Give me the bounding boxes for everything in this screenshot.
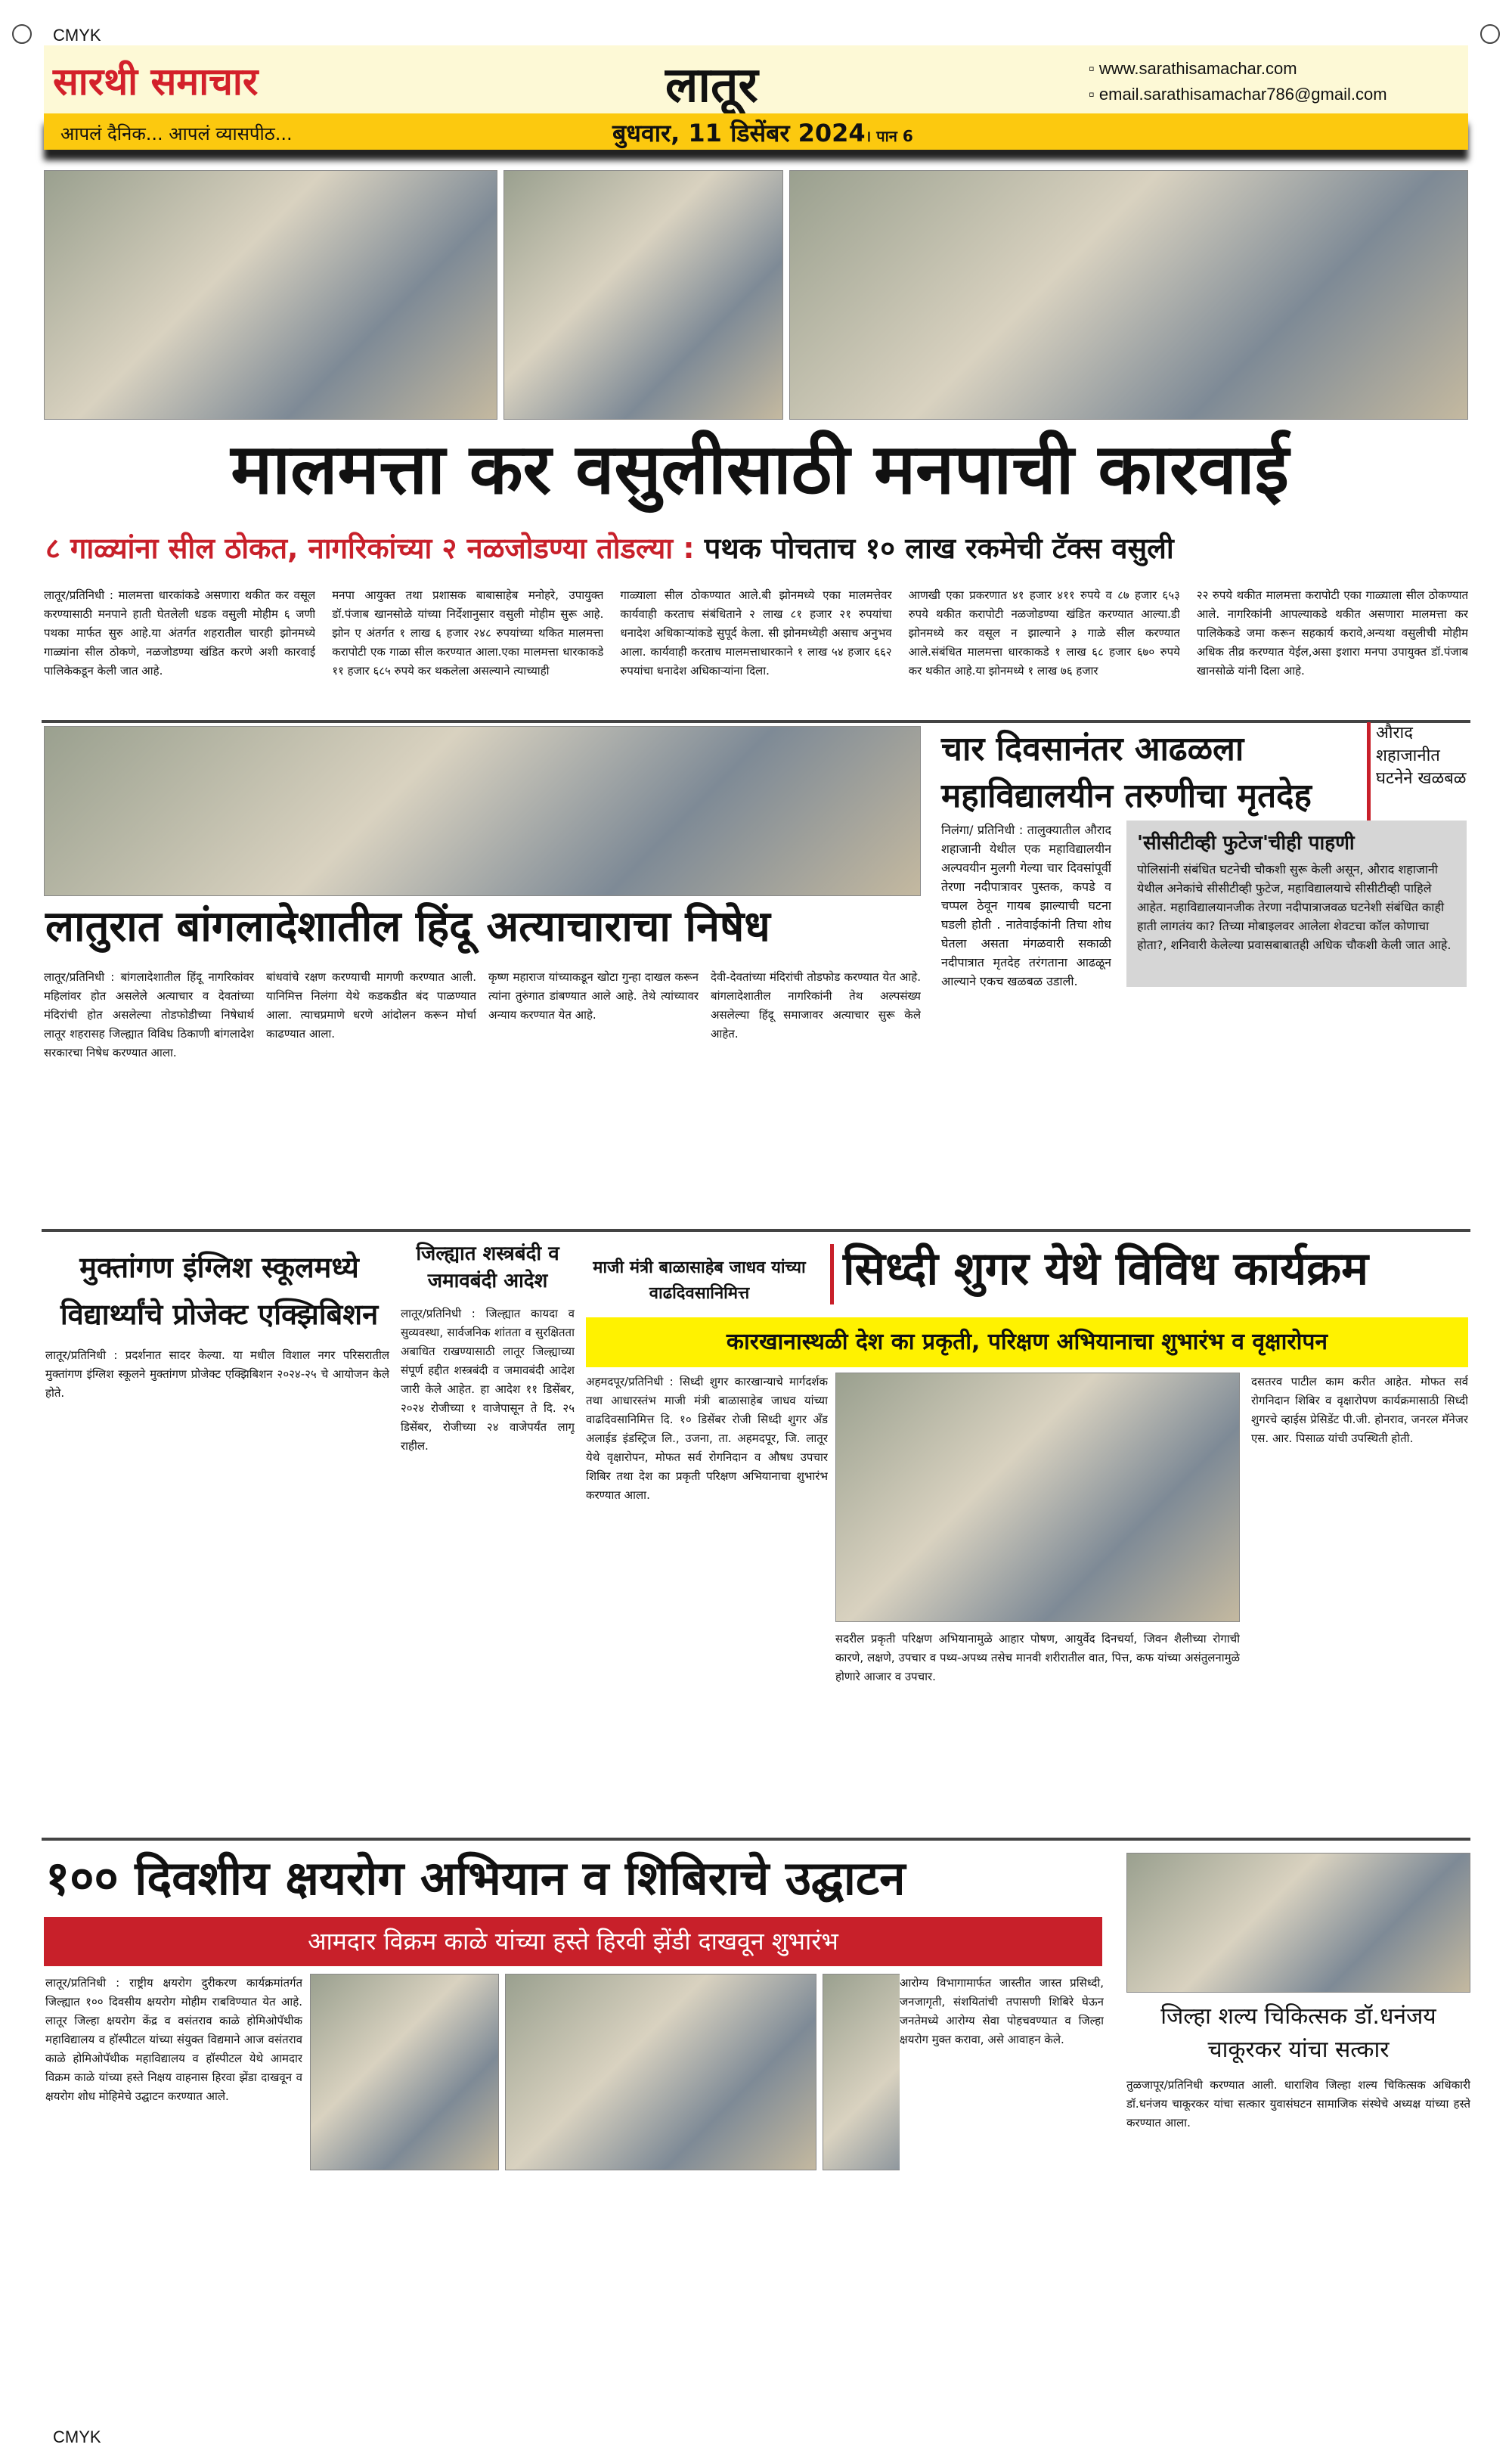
- sub-red: ८ गाळ्यांना सील ठोकत, नागरिकांच्या २ नळजोडण्या तोडल्या :: [45, 532, 695, 565]
- body-column: अहमदपूर/प्रतिनिधी : सिध्दी शुगर कारखान्याचे मार्गदर्शक तथा आधारस्तंभ माजी मंत्री बाळासाहेब जाधव यांच्या वाढदिवसानिमित्त दि. १० डिसेंबर रोजी सिध्दी शुगर अँड अलाईड इंडस्ट्रिज लि., उजना, ता. अहमदपूर, जि. लातूर येथे वृक्षारोपन, मोफत सर्व रोगनिदान व औषध उपचार शिबिर तथा देश का प्रकृती परिक्षण अभियानाचा शुभारंभ करण्यात आला.: [586, 1375, 828, 1502]
- info-box-body: पोलिसांनी संबंधित घटनेची चौकशी सुरू केली असून, औराद शहाजानी येथील अनेकांचे सीसीटीव्ही फुटेज, महाविद्यालयाचे सीसीटीव्ही पाहिले आहेत. महाविद्यालयानजीक तेरणा नदीपात्राजवळ घटनेशी संबंधित काही हाती लागतंय का? तिच्या मोबाइलवर आलेला शेवटचा कॉल कोणाचा होता?, शनिवारी केलेल्या प्रवासबाबातही अधिक चौकशी केली जात आहे.: [1137, 862, 1452, 952]
- story-headline: लातुरात बांगलादेशातील हिंदू अत्याचाराचा निषेध: [45, 902, 770, 951]
- body-column: कृष्ण महाराज यांच्याकडून खोटा गुन्हा दाखल करून त्यांना तुरुंगात डांबण्यात आले आहे. तेथे त्यांच्यावर अन्याय करण्यात येत आहे.: [488, 970, 699, 1022]
- body-column: मनपा आयुक्त तथा प्रशासक बाबासाहेब मनोहरे, उपायुक्त डॉ.पंजाब खानसोळे यांच्या निर्देशानुसार वसुली मोहीम सुरू आहे. झोन ए अंतर्गत १ लाख ६ हजार २४८ रुपयांच्या थकित मालमत्ता करापोटी एक गाळा सील करण्यात आला.एका मालमत्ता धारकाकडे ११ हजार ६८५ रुपये कर थकलेला असल्याने त्याच्याही: [332, 588, 604, 678]
- cmyk-mark: CMYK: [53, 26, 101, 45]
- accent-bar: [1367, 722, 1371, 821]
- body-column: आणखी एका प्रकरणात ४१ हजार ४११ रुपये व ८७ हजार ६५३ रुपये थकीत करापोटी नळजोडण्या खंडित करण्यात आल्या.डी झोनमध्ये कर वसूल न झाल्याने ३ गाळे सील करण्यात आले.संबंधित मालमत्ता धारकाकडे १ लाख ६८ हजार ६७० रुपये कर थकीत आहे.या झोनमध्ये १ लाख ७६ हजार: [908, 588, 1180, 678]
- photo-tax-drive-3: [789, 170, 1468, 420]
- body-column: लातूर/प्रतिनिधी : राष्ट्रीय क्षयरोग दुरीकरण कार्यक्रमांतर्गत जिल्ह्यात १०० दिवसीय क्षयरोग मोहीम राबविण्यात येत आहे. लातूर जिल्हा क्षयरोग केंद्र व वसंतराव काळे होमिओपॅथीक महाविद्यालय व हॉस्पीटल यांच्या संयुक्त विद्यमाने आज वसंतराव काळे होमिओपॅथीक महाविद्यालय व हॉस्पीटल येथे आमदार विक्रम काळे यांच्या हस्ते निक्षय वाहनास हिरवा झेंडा दाखवून व क्षयरोग शोध मोहिमेचे उद्घाटन करण्यात आले.: [45, 1976, 302, 2103]
- cmyk-mark: CMYK: [53, 2427, 101, 2446]
- photo-felicitation: [1126, 1853, 1470, 1993]
- divider: [42, 1838, 1470, 1841]
- photo-tree-plantation: [835, 1373, 1240, 1622]
- photo-tax-drive-1: [44, 170, 497, 420]
- photo-tb-vehicle: [505, 1974, 816, 2170]
- body-column: देवी-देवतांच्या मंदिरांची तोडफोड करण्यात येत आहे. बांगलादेशातील नागरिकांनी तेथ अल्पसंख्य असलेल्या हिंदू समाजावर अत्याचार सुरू केले आहेत.: [711, 970, 921, 1041]
- story-body: [44, 968, 921, 1210]
- info-box: [1126, 821, 1467, 987]
- email-link[interactable]: email.sarathisamachar786@gmail.com: [1098, 85, 1387, 104]
- photo-tb-launch-1: [310, 1974, 499, 2170]
- body-column: लातूर/प्रतिनिधी : मालमत्ता धारकांकडे असणारा थकीत कर वसूल करण्यासाठी मनपाने हाती घेतलेली धडक वसुली मोहीम ६ जणी पथका मार्फत सुरु आहे.या अंतर्गत शहरातील चारही झोनमध्ये गाळ्यांना सील ठोकणे, नळजोडण्या खंडित करणे अशी कारवाई पालिकेकडून केली जात आहे.: [44, 588, 316, 678]
- body-column: २२ रुपये थकीत मालमत्ता करापोटी एका गाळ्याला सील ठोकण्यात आले. नागरिकांनी आपल्याकडे थकीत असणारा मालमत्ता कर पालिकेकडे जमा करून सहकार्य करावे,अन्यथा वसुलीची मोहीम अधिक तीव्र करण्यात येईल,असा इशारा मनपा उपायुक्त डॉ.पंजाब खानसोळे यांनी दिला आहे.: [1196, 588, 1469, 678]
- story-body: निलंगा/ प्रतिनिधी : तालुक्यातील औराद शहाजानी येथील एक महाविद्यालयीन अल्पवयीन मुलगी गेल्या चार दिवसांपूर्वी तेरणा नदीपात्रावर पुस्तक, कपडे व चप्पल ठेवून गायब झाल्याची घटना घडली होती . नातेवाईकांनी तिचा शोध घेतला असता मंगळवारी सकाळी नदीपात्रात मृतदेह तरंगताना आढळून आल्याने एकच खळबळ उडाली.: [941, 823, 1111, 988]
- photo-tax-drive-2: [503, 170, 783, 420]
- website-link[interactable]: www.sarathisamachar.com: [1098, 59, 1297, 78]
- body-column: लातूर/प्रतिनिधी : बांगलादेशातील हिंदू नागरिकांवर महिलांवर होत असलेले अत्याचार व देवतांच्या मंदिरांची होत असलेल्या तोडफोडीच्या निषेधार्थ लातूर शहरासह जिल्ह्यात विविध ठिकाणी बांगलादेश सरकारचा निषेध करण्यात आला.: [44, 970, 254, 1059]
- divider: [42, 1229, 1470, 1232]
- issue-date: [612, 116, 913, 149]
- story-headline: जिल्ह्यात शस्त्रबंदी व जमावबंदी आदेश: [416, 1242, 559, 1292]
- story-headline: चार दिवसानंतर आढळला महाविद्यालयीन तरुणीचा मृतदेह: [941, 730, 1312, 815]
- highlight-band: कारखानास्थळी देश का प्रकृती, परिक्षण अभियानाचा शुभारंभ व वृक्षारोपन: [586, 1317, 1468, 1367]
- tagline: आपलं दैनिक... आपलं व्यासपीठ...: [60, 123, 293, 144]
- sub-black: पथक पोचताच १० लाख रकमेची टॅक्स वसुली: [694, 532, 1174, 565]
- body-column: दसतरव पाटील काम करीत आहेत. मोफत सर्व रोगनिदान शिबिर व वृक्षारोपण कार्यक्रमासाठी सिध्दी शुगरचे व्हाईस प्रेसिडेंट पी.जी. होनराव, जनरल मॅनेजर एस. आर. पिसाळ यांची उपस्थिती होती.: [1251, 1375, 1468, 1445]
- highlight-band: आमदार विक्रम काळे यांच्या हस्ते हिरवी झेंडी दाखवून शुभारंभ: [44, 1917, 1102, 1966]
- body-column: गाळ्याला सील ठोकण्यात आले.बी झोनमध्ये एका मालमत्तेवर कार्यवाही करताच संबंधिताने २ लाख ८१ हजार २१ रुपयांचा धनादेश अधिकाऱ्यांकडे सुपूर्द केला. सी झोनमध्येही असाच अनुभव आला. कार्यवाही करताच मालमत्ताधारकाने १ लाख ५४ हजार ६६२ रुपयांचा धनादेश अधिकाऱ्यांना दिला.: [620, 588, 892, 678]
- edition-city: लातूर: [665, 57, 758, 113]
- accent-bar: [830, 1244, 834, 1304]
- story-body: लातूर/प्रतिनिधी : प्रदर्शनात सादर केल्या. या मधील विशाल नगर परिसरातील मुक्तांगण इंग्लिश स्कूलने मुक्तांगण प्रोजेक्ट एक्झिबिशन २०२४-२५ चे आयोजन केले होते.: [45, 1348, 389, 1400]
- registration-mark: [12, 24, 32, 44]
- body-column: सदरील प्रकृती परिक्षण अभियानामुळे आहार पोषण, आयुर्वेद दिनचर्या, जिवन शैलीच्या रोगाची कारणे, लक्षणे, उपचार व पथ्य-अपथ्य तसेच मानवी शरीरातील वात, पित्त, कफ यांच्या असंतुलनामुळे होणारे आजार व उपचार.: [835, 1632, 1240, 1683]
- story-body: तुळजापूर/प्रतिनिधी करण्यात आली. धाराशिव जिल्हा शल्य चिकित्सक अधिकारी डॉ.धनंजय चाकूरकर यांचा सत्कार युवासंघटन सामाजिक संस्थेचे अध्यक्ष यांच्या हस्ते करण्यात आला.: [1126, 2078, 1470, 2130]
- story-headline: सिध्दी शुगर येथे विविध कार्यक्रम: [843, 1242, 1368, 1295]
- lead-body: [44, 586, 1468, 711]
- story-headline: १०० दिवशीय क्षयरोग अभियान व शिबिराचे उद्घाटन: [45, 1850, 906, 1906]
- story-headline: जिल्हा शल्य चिकित्सक डॉ.धनंजय चाकूरकर यांचा सत्कार: [1160, 2003, 1436, 2063]
- brand-logo: सारथी समाचार: [53, 60, 259, 104]
- contact-info: ▫ www.sarathisamachar.com ▫ email.sarathisamachar786@gmail.com: [1089, 59, 1387, 104]
- page-number: । पान 6: [865, 127, 913, 145]
- body-column: बांधवांचे रक्षण करण्याची मागणी करण्यात आली. यानिमित्त निलंगा येथे कडकडीत बंद पाळण्यात आला. त्याचप्रमाणे धरणे आंदोलन करून मोर्चा काढण्यात आला.: [266, 970, 476, 1041]
- registration-mark: [1480, 24, 1500, 44]
- date-text: बुधवार, 11 डिसेंबर 2024: [612, 119, 866, 147]
- lead-headline: मालमत्ता कर वसुलीसाठी मनपाची कारवाई: [231, 429, 1289, 510]
- info-box-title: 'सीसीटीव्ही फुटेज'चीही पाहणी: [1137, 832, 1355, 855]
- body-column: आरोग्य विभागामार्फत जास्तीत जास्त प्रसिध्दी, जनजागृती, संशयितांची तपासणी शिबिरे घेऊन जनतेमध्ये आरोग्य सेवा पोहचवण्यात व जिल्हा क्षयरोग मुक्त करावा, असे आवाहन केले.: [900, 1974, 1104, 2412]
- story-body: लातूर/प्रतिनिधी : जिल्ह्यात कायदा व सुव्यवस्था, सार्वजनिक शांतता व सुरक्षितता अबाधित राखण्यासाठी लातूर जिल्ह्याच्या संपूर्ण हद्दीत शस्त्रबंदी व जमावबंदी आदेश जारी केले आहेत. हा आदेश ११ डिसेंबर, २०२४ रोजीच्या १ वाजेपासून ते दि. २५ डिसेंबर, रोजीच्या २४ वाजेपर्यंत लागू राहील.: [401, 1307, 575, 1453]
- story-kicker: औराद शहाजानीत घटनेने खळबळ: [1376, 724, 1467, 788]
- story-headline: मुक्तांगण इंग्लिश स्कूलमध्ये विद्यार्थ्यांचे प्रोजेक्ट एक्झिबिशन: [60, 1251, 379, 1331]
- photo-protest: [44, 726, 921, 896]
- divider: [42, 720, 1470, 723]
- story-kicker: माजी मंत्री बाळासाहेब जाधव यांच्या वाढदिवसानिमित्त: [593, 1258, 806, 1303]
- lead-subheadline: [45, 533, 1474, 565]
